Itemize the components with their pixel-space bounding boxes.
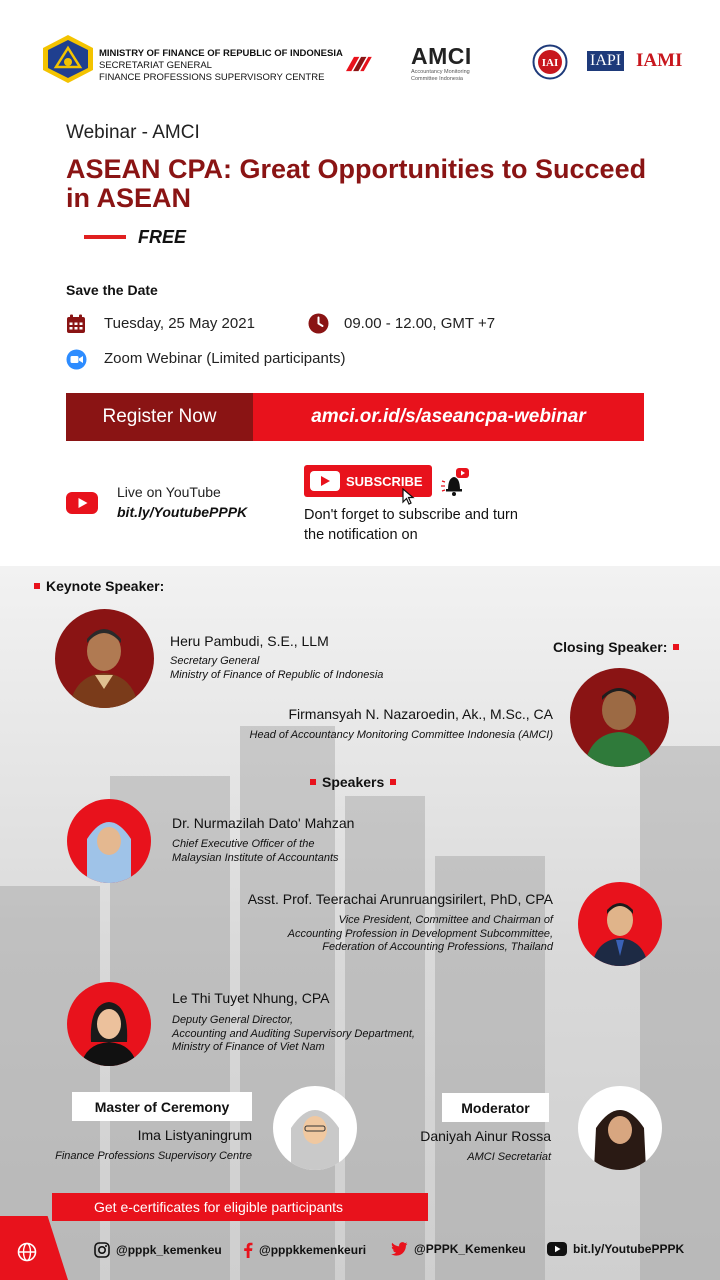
clock-icon xyxy=(308,313,329,334)
ministry-line1: MINISTRY OF FINANCE OF REPUBLIC OF INDONESIA xyxy=(99,48,343,59)
mc-photo xyxy=(273,1086,357,1170)
moderator-photo xyxy=(578,1086,662,1170)
subscribe-note: Don't forget to subscribe and turn the notification on xyxy=(304,507,518,543)
speaker3-photo xyxy=(67,982,151,1066)
speaker2-role-line3: Federation of Accounting Professions, Thailand xyxy=(322,941,553,953)
person-avatar-icon xyxy=(67,982,151,1066)
speaker3-role-line3: Ministry of Finance of Viet Nam xyxy=(172,1041,325,1053)
moderator-name: Daniyah Ainur Rossa xyxy=(420,1128,551,1144)
mc-name: Ima Listyaningrum xyxy=(137,1127,252,1143)
speaker3-role-line2: Accounting and Auditing Supervisory Department, xyxy=(172,1027,415,1040)
save-the-date-heading: Save the Date xyxy=(66,282,158,298)
mc-heading: Master of Ceremony xyxy=(72,1092,252,1121)
bullet-square xyxy=(673,644,679,650)
free-label: FREE xyxy=(138,227,187,247)
speaker3-name: Le Thi Tuyet Nhung, CPA xyxy=(172,990,330,1006)
youtube-icon[interactable] xyxy=(66,492,98,514)
facebook-handle[interactable] xyxy=(243,1242,366,1258)
speaker2-role-line2: Accounting Profession in Development Subcommittee, xyxy=(287,927,553,940)
keynote-speaker-name: Heru Pambudi, S.E., LLM xyxy=(170,633,329,649)
iai-logo xyxy=(532,44,568,80)
amci-sub-line1: Accountancy Monitoring xyxy=(411,69,470,75)
zoom-icon xyxy=(66,349,87,370)
instagram-icon xyxy=(94,1242,110,1258)
keynote-role-line1: Secretary General xyxy=(170,655,260,667)
bell-icon xyxy=(438,467,470,497)
twitter-icon xyxy=(391,1242,408,1256)
speaker3-role xyxy=(172,1014,415,1055)
speaker2-name: Asst. Prof. Teerachai Arunruangsirilert, PhD, CPA xyxy=(247,891,553,907)
speaker1-role xyxy=(172,838,339,865)
facebook-icon xyxy=(243,1242,253,1258)
speakers-heading-text: Speakers xyxy=(322,774,385,790)
speaker1-name: Dr. Nurmazilah Dato' Mahzan xyxy=(172,815,355,831)
amci-logo-mark xyxy=(346,46,406,82)
instagram-text: @pppk_kemenkeu xyxy=(116,1243,222,1257)
cursor-icon xyxy=(402,488,416,506)
mc-role: Finance Professions Supervisory Centre xyxy=(55,1150,252,1162)
webinar-label: Webinar - AMCI xyxy=(66,122,200,143)
closing-speaker-name: Firmansyah N. Nazaroedin, Ak., M.Sc., CA xyxy=(288,706,553,722)
youtube-footer-text: bit.ly/YoutubePPPK xyxy=(573,1242,685,1256)
ministry-name xyxy=(99,48,343,84)
person-avatar-icon xyxy=(67,799,151,883)
speaker2-role xyxy=(150,914,553,955)
amci-subtitle xyxy=(411,69,470,82)
twitter-text: @PPPK_Kemenkeu xyxy=(414,1242,526,1256)
bullet-square xyxy=(390,779,396,785)
register-url-link[interactable]: amci.or.id/s/aseancpa-webinar xyxy=(253,393,644,441)
person-avatar-icon xyxy=(570,668,669,767)
iami-logo: IAMI xyxy=(636,50,683,71)
bullet-square xyxy=(310,779,316,785)
bullet-square xyxy=(34,583,40,589)
person-avatar-icon xyxy=(273,1086,357,1170)
live-on-youtube-label: Live on YouTube xyxy=(117,484,221,500)
building-silhouette xyxy=(640,746,720,1280)
person-avatar-icon xyxy=(578,1086,662,1170)
person-avatar-icon xyxy=(55,609,154,708)
twitter-handle[interactable] xyxy=(391,1242,526,1256)
speaker2-role-line1: Vice President, Committee and Chairman of xyxy=(338,914,553,926)
closing-heading-text: Closing Speaker: xyxy=(553,639,668,655)
ministry-line3: FINANCE PROFESSIONS SUPERVISORY CENTRE xyxy=(99,72,325,83)
keynote-heading xyxy=(34,578,164,594)
calendar-icon xyxy=(66,314,86,334)
globe-icon[interactable] xyxy=(17,1242,37,1262)
amci-wordmark: AMCI xyxy=(411,43,472,69)
youtube-small-icon xyxy=(547,1242,567,1256)
iapi-logo: IAPI xyxy=(587,51,624,71)
speaker3-role-line1: Deputy General Director, xyxy=(172,1014,294,1026)
e-certificate-banner: Get e-certificates for eligible participants xyxy=(52,1193,428,1221)
keynote-speaker-role xyxy=(170,655,383,682)
kemenkeu-logo xyxy=(42,34,94,84)
youtube-handle[interactable] xyxy=(547,1242,684,1256)
closing-speaker-photo xyxy=(570,668,669,767)
event-time: 09.00 - 12.00, GMT +7 xyxy=(344,315,496,332)
play-icon xyxy=(310,471,340,491)
subscribe-label: SUBSCRIBE xyxy=(346,473,423,489)
youtube-link[interactable]: bit.ly/YoutubePPPK xyxy=(117,504,248,520)
instagram-handle[interactable] xyxy=(94,1242,222,1258)
keynote-role-line2: Ministry of Finance of Republic of Indonesia xyxy=(170,668,384,681)
speaker1-role-line2: Malaysian Institute of Accountants xyxy=(172,851,339,864)
ministry-line2: SECRETARIAT GENERAL xyxy=(99,60,212,71)
person-avatar-icon xyxy=(578,882,662,966)
register-now-button[interactable]: Register Now xyxy=(66,393,253,441)
closing-speaker-role: Head of Accountancy Monitoring Committee Indonesia (AMCI) xyxy=(249,729,553,741)
free-accent-bar xyxy=(84,235,126,239)
register-bar[interactable] xyxy=(66,393,644,441)
speaker1-role-line1: Chief Executive Officer of the xyxy=(172,838,315,850)
closing-heading xyxy=(553,639,679,655)
keynote-speaker-photo xyxy=(55,609,154,708)
event-title: ASEAN CPA: Great Opportunities to Succeed in ASEAN xyxy=(66,154,647,213)
speaker2-photo xyxy=(578,882,662,966)
facebook-text: @pppkkemenkeuri xyxy=(259,1243,367,1257)
kemenkeu-emblem-icon xyxy=(42,34,94,84)
speaker1-photo xyxy=(67,799,151,883)
moderator-role: AMCI Secretariat xyxy=(467,1151,551,1163)
iai-logo-text: IAI xyxy=(541,57,559,69)
speakers-heading xyxy=(310,774,396,790)
event-date: Tuesday, 25 May 2021 xyxy=(104,315,255,332)
keynote-heading-text: Keynote Speaker: xyxy=(46,578,165,594)
event-platform: Zoom Webinar (Limited participants) xyxy=(104,350,346,367)
amci-sub-line2: Committee Indonesia xyxy=(411,75,463,82)
moderator-heading: Moderator xyxy=(442,1093,549,1122)
